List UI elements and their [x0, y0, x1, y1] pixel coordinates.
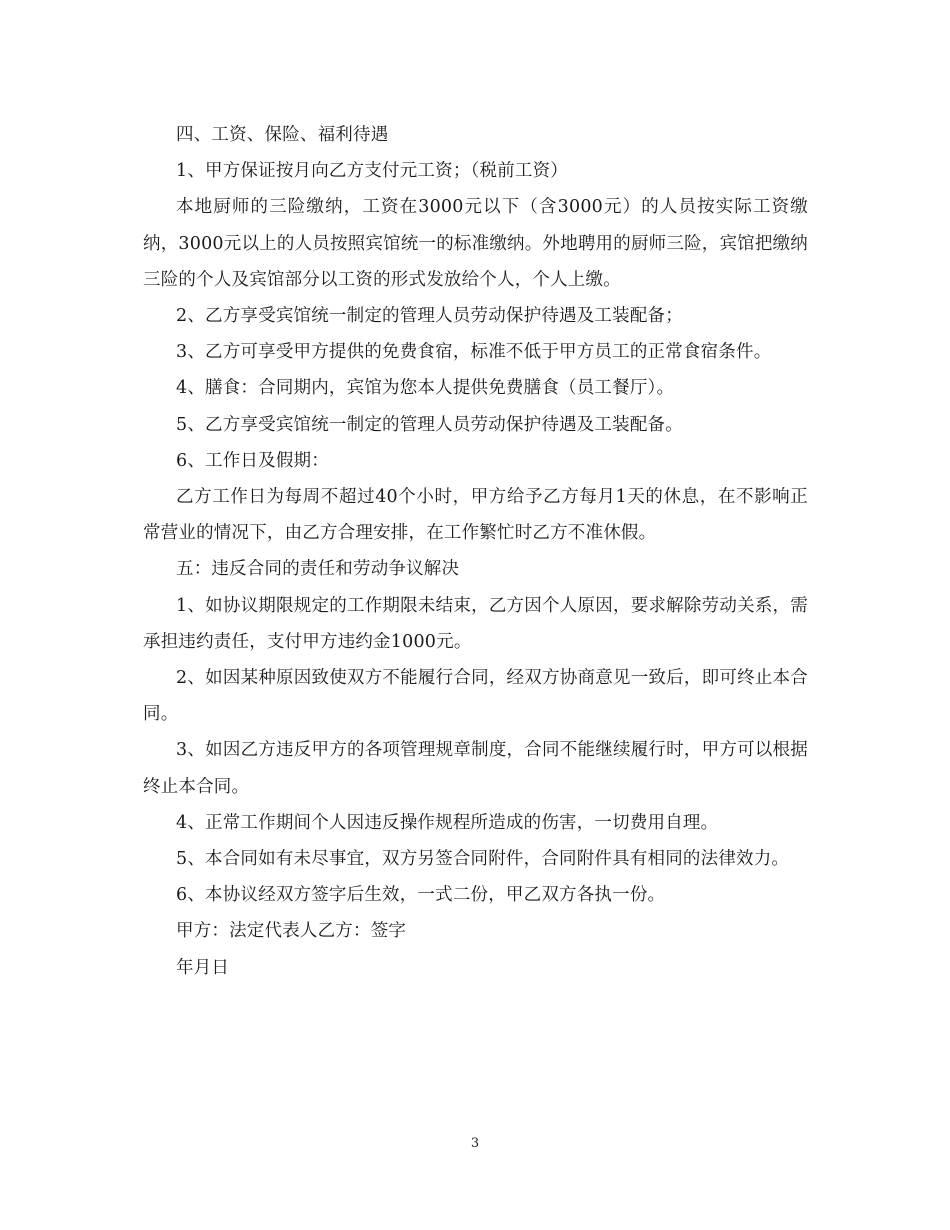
- paragraph: 本地厨师的三险缴纳，工资在3000元以下（含3000元）的人员按实际工资缴纳，3000元以上的人员按照宾馆统一的标准缴纳。外地聘用的厨师三险，宾馆把缴纳三险的个人及宾馆部分以工资的形式发放给个人，个人上缴。: [143, 197, 808, 290]
- document-body: [143, 117, 808, 986]
- paragraph: 4、正常工作期间个人因违反操作规程所造成的伤害，一切费用自理。: [176, 812, 719, 833]
- signature-line: 甲方：法定代表人乙方：签字: [176, 921, 407, 942]
- paragraph: 2、如因某种原因致使双方不能履行合同，经双方协商意见一致后，即可终止本合同。: [143, 668, 808, 725]
- page-number: 3: [470, 1136, 480, 1151]
- paragraph: 1、甲方保证按月向乙方支付元工资；（税前工资）: [176, 161, 568, 182]
- paragraph: 4、膳食：合同期内，宾馆为您本人提供免费膳食（员工餐厅）。: [176, 378, 675, 399]
- section-heading-breach: 五：违反合同的责任和劳动争议解决: [176, 559, 460, 580]
- paragraph: 1、如协议期限规定的工作期限未结束，乙方因个人原因，要求解除劳动关系，需承担违约责任，支付甲方违约金1000元。: [143, 595, 808, 652]
- section-heading-wages: 四、工资、保险、福利待遇: [176, 125, 389, 145]
- paragraph: 3、如因乙方违反甲方的各项管理规章制度，合同不能继续履行时，甲方可以根据终止本合同。: [143, 740, 808, 797]
- paragraph: 5、本合同如有未尽事宜，双方另签合同附件，合同附件具有相同的法律效力。: [176, 849, 790, 870]
- paragraph: 3、乙方可享受甲方提供的免费食宿，标准不低于甲方员工的正常食宿条件。: [176, 342, 772, 363]
- paragraph: 5、乙方享受宾馆统一制定的管理人员劳动保护待遇及工装配备。: [176, 414, 683, 435]
- date-line: 年月日: [176, 957, 230, 978]
- paragraph: 乙方工作日为每周不超过40个小时，甲方给予乙方每月1天的休息，在不影响正常营业的情况下，由乙方合理安排，在工作繁忙时乙方不准休假。: [143, 487, 808, 544]
- paragraph: 2、乙方享受宾馆统一制定的管理人员劳动保护待遇及工装配备；: [176, 306, 683, 327]
- paragraph: 6、本协议经双方签字后生效，一式二份，甲乙双方各执一份。: [176, 885, 666, 906]
- paragraph: 6、工作日及假期：: [176, 450, 329, 471]
